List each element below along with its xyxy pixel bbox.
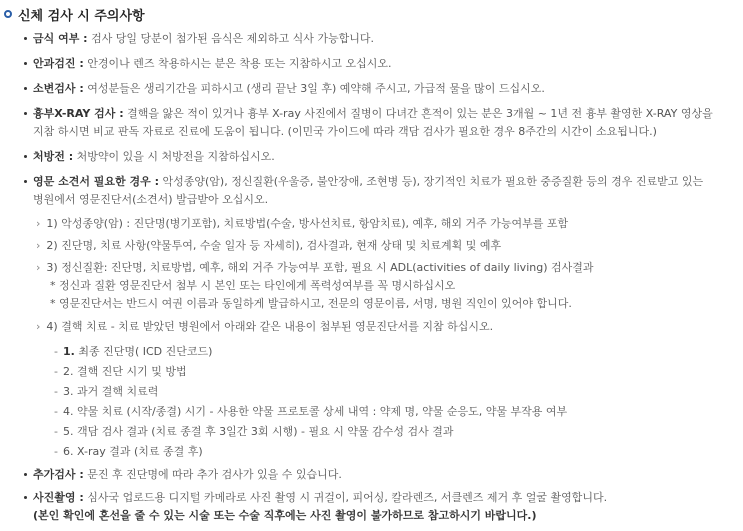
sub-list-item: › 4) 결핵 치료 - 치료 받았던 병원에서 아래와 같은 내용이 첨부된 영문진단서를 지참 하십시오. — [36, 320, 494, 333]
photo-notice: (본인 확인에 혼선을 줄 수 있는 시술 또는 수술 직후에는 사진 촬영이 불가하므로 참고하시기 바랍니다.) — [33, 509, 537, 522]
bullet-dot-icon — [24, 155, 27, 158]
section-title — [4, 4, 145, 24]
list-item-continuation: 병원에서 영문진단서(소견서) 발급받아 오십시오. — [33, 193, 269, 206]
list-item: 영문 소견서 필요한 경우 : 악성종양(암), 정신질환(우울증, 불안장애, 조현병 등), 장기적인 치료가 필요한 중증질환 등의 경우 진료받고 있는 — [24, 174, 703, 190]
list-item: 사진촬영 : 심사국 업로드용 디지털 카메라로 사진 촬영 시 귀걸이, 피어싱, 칼라렌즈, 서클렌즈 제거 후 얼굴 촬영합니다. — [24, 490, 607, 506]
bullet-dot-icon — [24, 37, 27, 40]
tb-item: - 6. X-ray 결과 (치료 종결 후) — [54, 445, 203, 458]
note-line: * 정신과 질환 영문진단서 첨부 시 본인 또는 타인에게 폭력성여부를 꼭 명시하십시오 — [50, 279, 456, 292]
list-item-continuation: 지참 하시면 비교 판독 자료로 진료에 도움이 됩니다. (이민국 가이드에 따라 객담 검사가 필요한 경우 8주간의 시간이 소요됩니다.) — [33, 125, 657, 138]
bullet-dot-icon — [24, 473, 27, 476]
list-item: 처방전 : 처방약이 있을 시 처방전을 지참하십시오. — [24, 149, 275, 165]
list-item: 추가검사 : 문진 후 진단명에 따라 추가 검사가 있을 수 있습니다. — [24, 467, 342, 483]
sub-list-item: › 1) 악성종양(암) : 진단명(병기포함), 치료방법(수술, 방사선치료, 항암치료), 예후, 해외 거주 가능여부를 포함 — [36, 217, 569, 230]
tb-item: - 1. 최종 진단명( ICD 진단코드) — [54, 345, 213, 358]
chevron-right-icon: › — [36, 261, 41, 274]
bullet-dot-icon — [24, 112, 27, 115]
list-item: 금식 여부 : 검사 당일 당분이 첨가된 음식은 제외하고 식사 가능합니다. — [24, 31, 374, 47]
list-item: 흉부X-RAY 검사 : 결핵을 앓은 적이 있거나 흉부 X-ray 사진에서 질병이 다녀간 흔적이 있는 분은 3개월 ~ 1년 전 흉부 촬영한 X-RAY 영상을 — [24, 106, 713, 122]
sub-list-item: › 2) 진단명, 치료 사항(약물투여, 수술 일자 등 자세히), 검사결과, 현재 상태 및 치료계획 및 예후 — [36, 239, 502, 252]
tb-item: - 5. 객담 검사 결과 (치료 종결 후 3일간 3회 시행) - 필요 시 약물 감수성 검사 결과 — [54, 425, 454, 438]
note-line: * 영문진단서는 반드시 여권 이름과 동일하게 발급하시고, 전문의 영문이름, 서명, 병원 직인이 있어야 합니다. — [50, 297, 572, 310]
bullet-dot-icon — [24, 87, 27, 90]
tb-item: - 2. 결핵 진단 시기 및 방법 — [54, 365, 187, 378]
bullet-dot-icon — [24, 496, 27, 499]
chevron-right-icon: › — [36, 217, 41, 230]
chevron-right-icon: › — [36, 239, 41, 252]
bullet-dot-icon — [24, 62, 27, 65]
section-title-text: 신체 검사 시 주의사항 — [18, 8, 145, 24]
tb-item: - 3. 과거 결핵 치료력 — [54, 385, 159, 398]
list-item: 소변검사 : 여성분들은 생리기간을 피하시고 (생리 끝난 3일 후) 예약해 주시고, 가급적 물을 많이 드십시오. — [24, 81, 545, 97]
sub-list-item: › 3) 정신질환: 진단명, 치료방법, 예후, 해외 거주 가능여부 포함, 필요 시 ADL(activities of daily living) 검사결과 — [36, 261, 594, 274]
circle-bullet-icon — [4, 10, 12, 18]
bullet-dot-icon — [24, 180, 27, 183]
tb-item: - 4. 약물 치료 (시작/종결) 시기 - 사용한 약물 프로토콜 상세 내역 : 약제 명, 약물 순응도, 약물 부작용 여부 — [54, 405, 568, 418]
list-item: 안과검진 : 안경이나 렌즈 착용하시는 분은 착용 또는 지참하시고 오십시오. — [24, 56, 391, 72]
chevron-right-icon: › — [36, 320, 41, 333]
